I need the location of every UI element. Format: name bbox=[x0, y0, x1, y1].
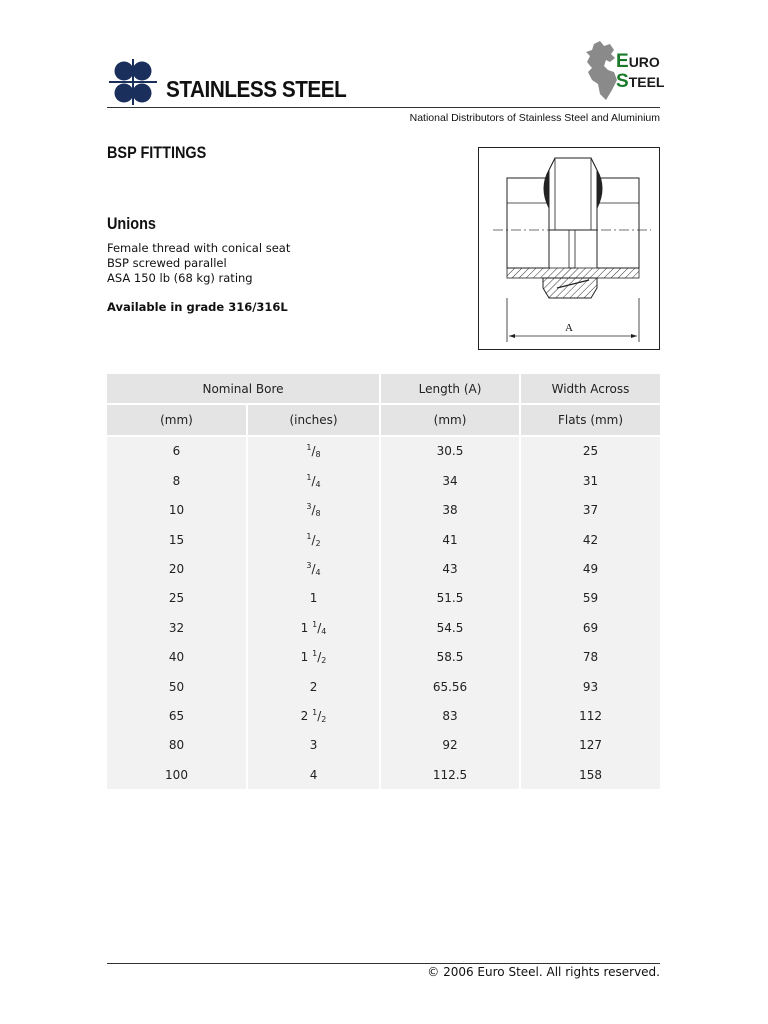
cell-bore-inches bbox=[247, 525, 380, 554]
inch-whole: 2 bbox=[309, 679, 318, 694]
brand-title: STAINLESS STEEL bbox=[166, 76, 347, 102]
euro-steel-map-icon bbox=[584, 40, 618, 102]
inch-numerator: 1 bbox=[306, 472, 312, 482]
cell-flats: 93 bbox=[520, 672, 660, 701]
cell-length: 34 bbox=[380, 466, 520, 495]
inch-value: $^1/_8$ bbox=[306, 443, 321, 460]
inch-denominator: 8 bbox=[315, 450, 321, 460]
cell-flats: 42 bbox=[520, 525, 660, 554]
inch-numerator: 1 bbox=[306, 443, 312, 453]
inch-whole: 3 bbox=[309, 738, 318, 753]
cell-bore-mm: 80 bbox=[107, 731, 247, 760]
cell-flats: 78 bbox=[520, 643, 660, 672]
cell-bore-mm: 15 bbox=[107, 525, 247, 554]
table-row bbox=[107, 672, 660, 701]
inch-denominator: 4 bbox=[315, 479, 321, 489]
cell-flats: 25 bbox=[520, 436, 660, 466]
cell-flats: 49 bbox=[520, 554, 660, 583]
inch-denominator: 2 bbox=[321, 714, 327, 724]
subheader-length-mm: (mm) bbox=[380, 404, 520, 435]
inch-value: $^1/_2$ bbox=[306, 531, 321, 548]
cell-length: 112.5 bbox=[380, 760, 520, 789]
table-row bbox=[107, 554, 660, 583]
stainless-steel-logo-icon bbox=[107, 58, 159, 106]
inch-value: 1 $^1/_2$ bbox=[300, 649, 327, 666]
table-row bbox=[107, 760, 660, 789]
cell-bore-inches bbox=[247, 672, 380, 701]
cell-bore-inches bbox=[247, 643, 380, 672]
distributor-line: National Distributors of Stainless Steel and Aluminium bbox=[409, 112, 660, 124]
table-row bbox=[107, 496, 660, 525]
inch-numerator: 1 bbox=[312, 707, 318, 717]
inch-numerator: 1 bbox=[312, 619, 318, 629]
inch-whole: 4 bbox=[309, 767, 318, 782]
cell-flats: 69 bbox=[520, 613, 660, 642]
table-subheader-row bbox=[107, 404, 660, 435]
header-rule bbox=[107, 107, 660, 108]
table-row bbox=[107, 466, 660, 495]
cell-bore-inches bbox=[247, 760, 380, 789]
logo-cap-s: S bbox=[616, 71, 629, 92]
cell-bore-inches bbox=[247, 496, 380, 525]
cell-length: 54.5 bbox=[380, 613, 520, 642]
cell-length: 58.5 bbox=[380, 643, 520, 672]
inch-value bbox=[310, 738, 318, 752]
logo-cap-e: E bbox=[616, 51, 629, 72]
cell-flats: 31 bbox=[520, 466, 660, 495]
subheader-flats-mm: Flats (mm) bbox=[520, 404, 660, 435]
cell-length: 51.5 bbox=[380, 584, 520, 613]
inch-denominator: 4 bbox=[321, 626, 327, 636]
subheader-inches: (inches) bbox=[247, 404, 380, 435]
description-line: BSP screwed parallel bbox=[107, 256, 227, 270]
cell-length: 41 bbox=[380, 525, 520, 554]
table-row bbox=[107, 584, 660, 613]
inch-whole: 1 bbox=[300, 650, 309, 665]
inch-value bbox=[310, 591, 318, 605]
table-header-row bbox=[107, 374, 660, 404]
section-title: BSP FITTINGS bbox=[107, 143, 207, 162]
cell-bore-mm: 40 bbox=[107, 643, 247, 672]
cell-bore-mm: 65 bbox=[107, 701, 247, 730]
cell-flats: 37 bbox=[520, 496, 660, 525]
footer-rule bbox=[107, 963, 660, 964]
cell-flats: 127 bbox=[520, 731, 660, 760]
inch-whole: 1 bbox=[309, 591, 318, 606]
cell-bore-mm: 8 bbox=[107, 466, 247, 495]
cell-flats: 112 bbox=[520, 701, 660, 730]
cell-length: 92 bbox=[380, 731, 520, 760]
cell-bore-inches bbox=[247, 613, 380, 642]
section-subtitle: Unions bbox=[107, 214, 156, 233]
table-row bbox=[107, 525, 660, 554]
cell-bore-inches bbox=[247, 731, 380, 760]
cell-length: 38 bbox=[380, 496, 520, 525]
cell-bore-mm: 25 bbox=[107, 584, 247, 613]
subheader-mm: (mm) bbox=[107, 404, 247, 435]
inch-whole: 1 bbox=[300, 620, 309, 635]
grade-note: Available in grade 316/316L bbox=[107, 300, 288, 314]
header-length: Length (A) bbox=[380, 374, 520, 404]
cell-bore-inches bbox=[247, 436, 380, 466]
cell-bore-inches bbox=[247, 584, 380, 613]
inch-denominator: 2 bbox=[315, 538, 321, 548]
description bbox=[107, 241, 290, 286]
inch-value: 2 $^1/_2$ bbox=[300, 707, 327, 724]
logo-rest-uro: URO bbox=[628, 54, 660, 70]
dimension-label: A bbox=[565, 322, 573, 334]
spec-table bbox=[107, 374, 660, 789]
inch-numerator: 3 bbox=[306, 561, 312, 571]
cell-bore-mm: 20 bbox=[107, 554, 247, 583]
cell-length: 43 bbox=[380, 554, 520, 583]
table-row bbox=[107, 436, 660, 466]
inch-value bbox=[310, 680, 318, 694]
header-width-across: Width Across bbox=[520, 374, 660, 404]
inch-numerator: 3 bbox=[306, 502, 312, 512]
union-diagram bbox=[478, 147, 660, 350]
cell-flats: 158 bbox=[520, 760, 660, 789]
cell-flats: 59 bbox=[520, 584, 660, 613]
cell-bore-mm: 50 bbox=[107, 672, 247, 701]
inch-value bbox=[310, 768, 318, 782]
cell-length: 30.5 bbox=[380, 436, 520, 466]
cell-bore-inches bbox=[247, 701, 380, 730]
table-row bbox=[107, 731, 660, 760]
cell-bore-inches bbox=[247, 554, 380, 583]
inch-denominator: 2 bbox=[321, 656, 327, 666]
inch-numerator: 1 bbox=[306, 531, 312, 541]
inch-value: 1 $^1/_4$ bbox=[300, 619, 327, 636]
inch-value: $^1/_4$ bbox=[306, 472, 321, 489]
cell-bore-mm: 6 bbox=[107, 436, 247, 466]
inch-denominator: 8 bbox=[315, 509, 321, 519]
cell-bore-mm: 32 bbox=[107, 613, 247, 642]
inch-denominator: 4 bbox=[315, 568, 321, 578]
cell-length: 83 bbox=[380, 701, 520, 730]
euro-steel-logo-text bbox=[616, 52, 664, 92]
cell-length: 65.56 bbox=[380, 672, 520, 701]
cell-bore-mm: 10 bbox=[107, 496, 247, 525]
description-line: Female thread with conical seat bbox=[107, 241, 291, 255]
inch-value: $^3/_8$ bbox=[306, 502, 321, 519]
description-line: ASA 150 lb (68 kg) rating bbox=[107, 271, 253, 285]
union-drawing bbox=[479, 148, 659, 349]
cell-bore-mm: 100 bbox=[107, 760, 247, 789]
copyright: © 2006 Euro Steel. All rights reserved. bbox=[427, 965, 660, 979]
inch-numerator: 1 bbox=[312, 649, 318, 659]
table-row bbox=[107, 701, 660, 730]
inch-whole: 2 bbox=[300, 708, 309, 723]
header-nominal-bore: Nominal Bore bbox=[107, 374, 380, 404]
table-row bbox=[107, 643, 660, 672]
inch-value: $^3/_4$ bbox=[306, 561, 321, 578]
table-row bbox=[107, 613, 660, 642]
logo-rest-teel: TEEL bbox=[628, 74, 665, 90]
cell-bore-inches bbox=[247, 466, 380, 495]
